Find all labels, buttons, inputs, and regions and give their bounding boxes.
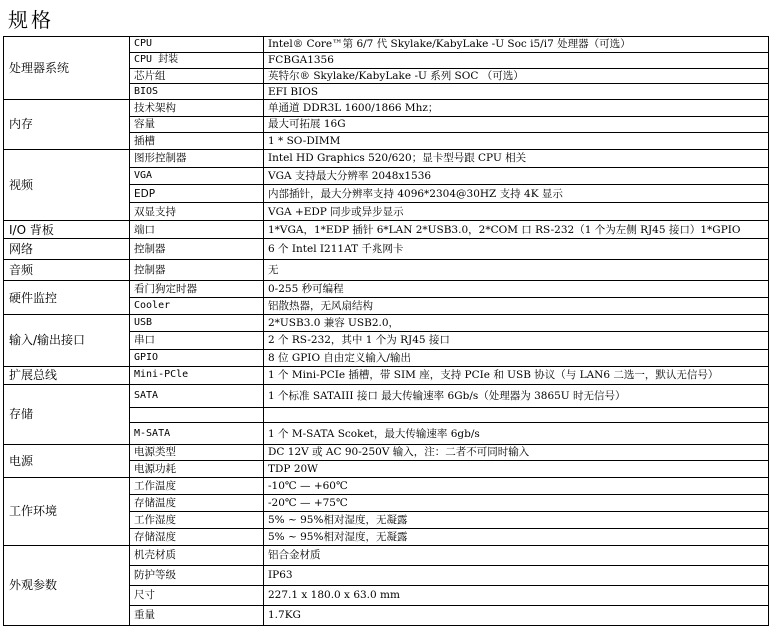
spec-value: FCBGA1356 [264,52,769,68]
spec-item: VGA [130,167,264,185]
spec-item: 容量 [130,117,264,133]
spec-row [4,545,769,565]
spec-value: 0-255 秒可编程 [264,281,769,298]
spec-item: SATA [130,384,264,407]
spec-value: 内部插针，最大分辨率支持 4096*2304@30HZ 支持 4K 显示 [264,185,769,203]
spec-value: 1 * SO-DIMM [264,132,769,149]
spec-value: 英特尔® Skylake/KabyLake -U 系列 SOC （可选） [264,68,769,84]
spec-item: 技术架构 [130,100,264,117]
spec-category: 扩展总线 [4,366,130,384]
spec-item: 看门狗定时器 [130,281,264,298]
page-title: 规格 [8,8,54,32]
spec-category: 内存 [4,100,130,149]
spec-item [130,407,264,423]
spec-category: 外观参数 [4,545,130,625]
spec-row [4,478,769,495]
spec-item: 电源功耗 [130,461,264,478]
spec-value: 227.1 x 180.0 x 63.0 mm [264,585,769,605]
spec-table [3,36,769,626]
spec-item: 存储湿度 [130,528,264,545]
spec-value: 1*VGA，1*EDP 插针 6*LAN 2*USB3.0，2*COM 口 RS-232（1 个为左侧 RJ45 接口）1*GPIO [264,221,769,239]
spec-item: 工作湿度 [130,511,264,528]
spec-item: 电源类型 [130,444,264,461]
spec-item: 串口 [130,331,264,349]
spec-value: 5% ~ 95%相对湿度，无凝露 [264,528,769,545]
spec-value: 无 [264,260,769,281]
spec-category: 电源 [4,444,130,478]
spec-value: 最大可拓展 16G [264,117,769,133]
spec-item: 防护等级 [130,565,264,585]
spec-item: Cooler [130,298,264,315]
spec-value: 1 个 M-SATA Scoket，最大传输速率 6gb/s [264,423,769,444]
spec-row [4,260,769,281]
spec-item: 重量 [130,605,264,625]
spec-value: Intel® Core™第 6/7 代 Skylake/KabyLake -U Soc i5/i7 处理器（可选） [264,37,769,53]
spec-value: VGA +EDP 同步或异步显示 [264,203,769,221]
spec-item: USB [130,315,264,332]
spec-value: 1.7KG [264,605,769,625]
spec-category: I/O 背板 [4,221,130,239]
spec-item: CPU [130,37,264,53]
spec-item: 双显支持 [130,203,264,221]
spec-item: 尺寸 [130,585,264,605]
spec-row [4,384,769,407]
spec-row [4,315,769,332]
spec-row [4,366,769,384]
spec-value: IP63 [264,565,769,585]
spec-item: 机壳材质 [130,545,264,565]
spec-row [4,281,769,298]
spec-item: 存储温度 [130,495,264,512]
spec-item: 控制器 [130,239,264,260]
spec-row [4,149,769,167]
spec-category: 工作环境 [4,478,130,545]
spec-item: 插槽 [130,132,264,149]
spec-value: 1 个标准 SATAIII 接口 最大传输速率 6Gb/s（处理器为 3865U 时无信号） [264,384,769,407]
spec-item: 端口 [130,221,264,239]
spec-value: 单通道 DDR3L 1600/1866 Mhz； [264,100,769,117]
spec-category: 处理器系统 [4,37,130,100]
spec-item: 工作温度 [130,478,264,495]
spec-value: DC 12V 或 AC 90-250V 输入，注：二者不可同时输入 [264,444,769,461]
spec-item: EDP [130,185,264,203]
spec-item: 图形控制器 [130,149,264,167]
spec-value: VGA 支持最大分辨率 2048x1536 [264,167,769,185]
spec-value: 铝散热器，无风扇结构 [264,298,769,315]
spec-row [4,37,769,53]
spec-row [4,239,769,260]
spec-value: 8 位 GPIO 自由定义输入/输出 [264,349,769,366]
spec-item: Mini-PCle [130,366,264,384]
spec-item: 控制器 [130,260,264,281]
spec-value: 6 个 Intel I211AT 千兆网卡 [264,239,769,260]
spec-value: -20℃ — +75℃ [264,495,769,512]
spec-category: 视频 [4,149,130,221]
spec-item: M-SATA [130,423,264,444]
spec-item: BIOS [130,84,264,100]
spec-value: TDP 20W [264,461,769,478]
spec-category: 存储 [4,384,130,444]
spec-value: 1 个 Mini-PCIe 插槽，带 SIM 座，支持 PCIe 和 USB 协议（与 LAN6 二选一，默认无信号） [264,366,769,384]
spec-row [4,444,769,461]
spec-value: Intel HD Graphics 520/620；显卡型号跟 CPU 相关 [264,149,769,167]
spec-category: 网络 [4,239,130,260]
spec-row [4,221,769,239]
spec-category: 硬件监控 [4,281,130,315]
spec-value: -10℃ — +60℃ [264,478,769,495]
spec-row [4,100,769,117]
spec-table-body [4,37,769,626]
spec-value: EFI BIOS [264,84,769,100]
spec-value: 2 个 RS-232，其中 1 个为 RJ45 接口 [264,331,769,349]
spec-item: CPU 封装 [130,52,264,68]
spec-item: GPIO [130,349,264,366]
spec-value [264,407,769,423]
spec-item: 芯片组 [130,68,264,84]
spec-category: 输入/输出接口 [4,315,130,367]
spec-value: 铝合金材质 [264,545,769,565]
spec-category: 音频 [4,260,130,281]
spec-value: 2*USB3.0 兼容 USB2.0， [264,315,769,332]
spec-value: 5% ~ 95%相对湿度，无凝露 [264,511,769,528]
